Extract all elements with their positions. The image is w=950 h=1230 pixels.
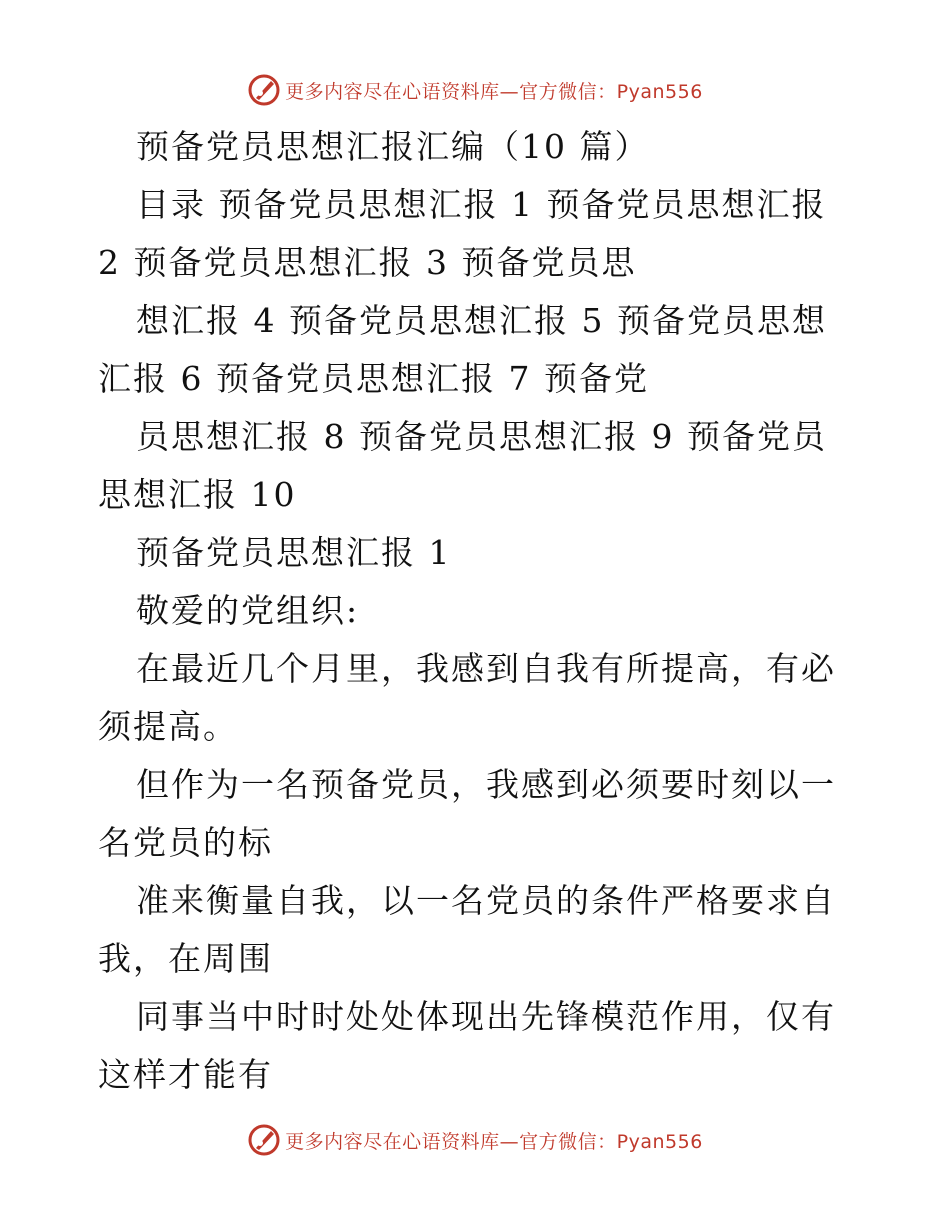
document-title: 预备党员思想汇报汇编（10 篇） xyxy=(136,127,650,166)
footer-banner-text: 更多内容尽在心语资料库—官方微信：Pyan556 xyxy=(285,1130,703,1153)
section-heading: 预备党员思想汇报 1 xyxy=(136,533,452,572)
salutation: 敬爱的党组织: xyxy=(136,591,360,630)
toc-line: 目录 预备党员思想汇报 1 预备党员思想汇报 2 预备党员思想汇报 3 预备党员思 xyxy=(98,185,827,282)
body-paragraph: 准来衡量自我，以一名党员的条件严格要求自我，在周围 xyxy=(98,881,836,978)
toc-line: 员思想汇报 8 预备党员思想汇报 9 预备党员思想汇报 10 xyxy=(98,417,827,514)
toc-line: 想汇报 4 预备党员思想汇报 5 预备党员思想汇报 6 预备党员思想汇报 7 预备党 xyxy=(98,301,827,398)
body-paragraph: 但作为一名预备党员，我感到必须要时刻以一名党员的标 xyxy=(98,765,836,862)
logo-icon xyxy=(247,1123,281,1157)
logo-icon xyxy=(247,73,281,107)
body-paragraph: 同事当中时时处处体现出先锋模范作用，仅有这样才能有 xyxy=(98,997,836,1094)
document-body xyxy=(98,118,858,1104)
header-banner xyxy=(0,70,950,110)
header-banner-text: 更多内容尽在心语资料库—官方微信：Pyan556 xyxy=(285,80,703,103)
footer-banner xyxy=(0,1120,950,1160)
body-paragraph: 在最近几个月里，我感到自我有所提高，有必须提高。 xyxy=(98,649,836,746)
